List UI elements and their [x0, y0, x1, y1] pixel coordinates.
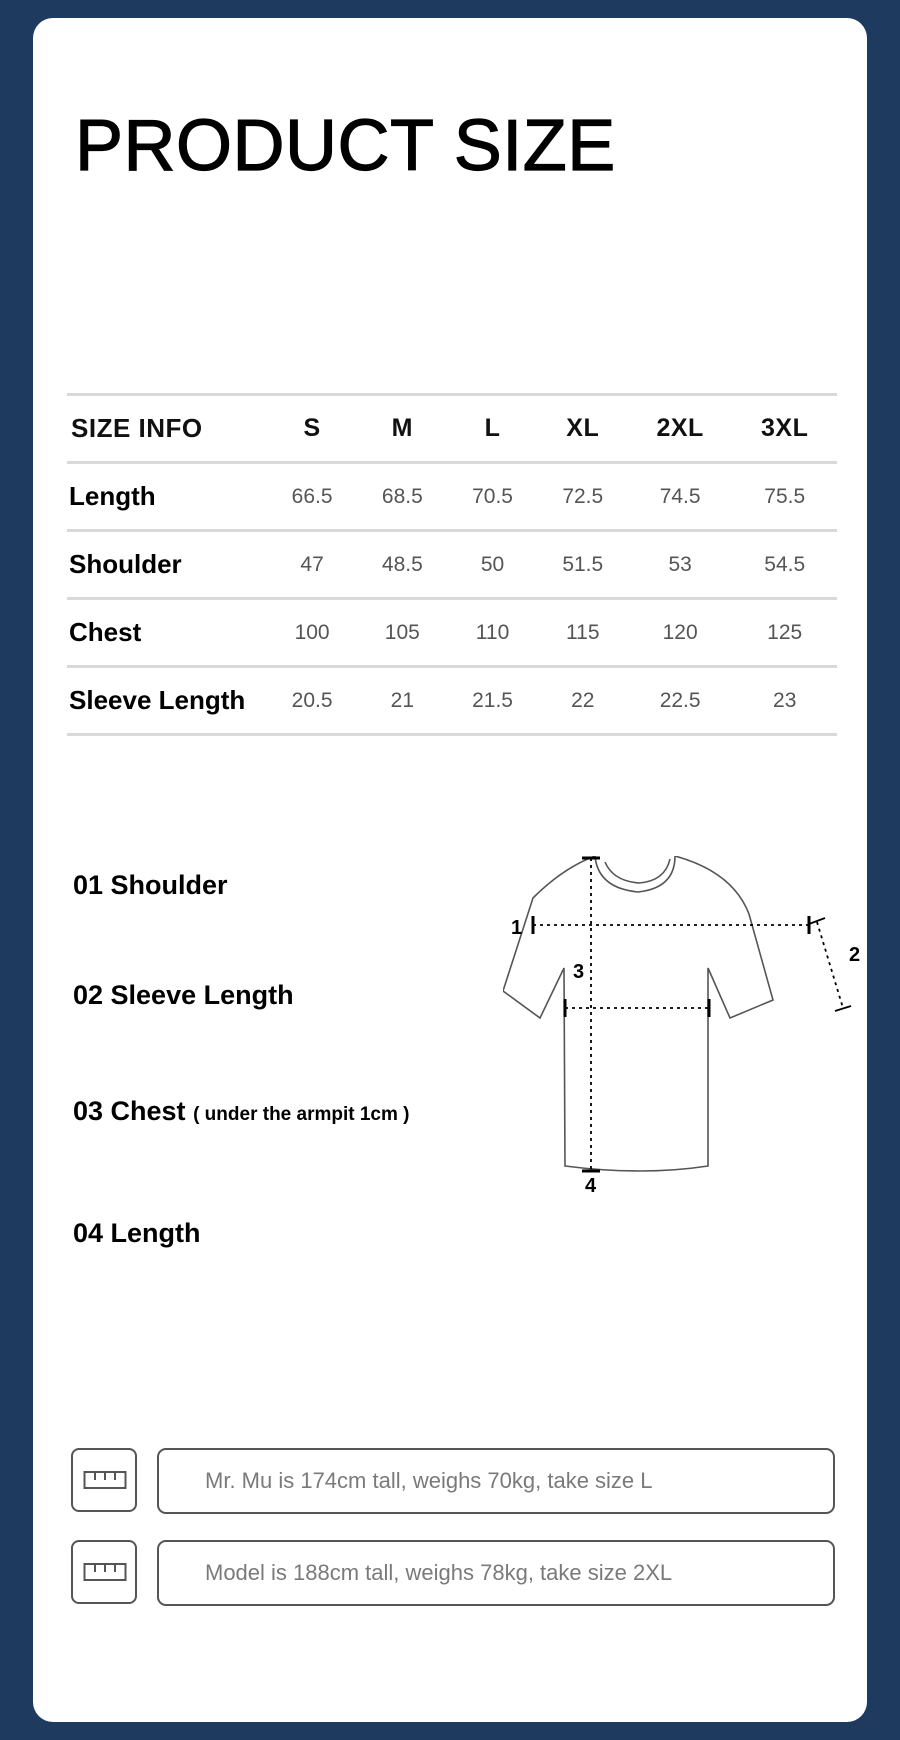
model-icon-box [71, 1448, 137, 1512]
model-info-text: Mr. Mu is 174cm tall, weighs 70kg, take size L [157, 1448, 835, 1514]
table-cell: 53 [628, 531, 733, 599]
table-cell: 51.5 [538, 531, 628, 599]
table-cell: 54.5 [732, 531, 837, 599]
table-cell: 47 [267, 531, 357, 599]
size-column-header: M [357, 395, 447, 463]
table-header-row [67, 395, 837, 463]
row-label: Sleeve Length [67, 667, 267, 735]
size-table [67, 393, 837, 736]
diagram-marker-2: 2 [849, 944, 861, 966]
tshirt-outline [503, 856, 773, 1171]
measurement-label-shoulder: 01 Shoulder [73, 870, 228, 900]
table-cell: 115 [538, 599, 628, 667]
measurement-note: ( under the armpit 1cm ) [193, 1104, 410, 1125]
table-cell: 48.5 [357, 531, 447, 599]
row-label: Length [67, 463, 267, 531]
table-cell: 22 [538, 667, 628, 735]
table-cell: 120 [628, 599, 733, 667]
measurement-label-length: 04 Length [73, 1218, 201, 1248]
diagram-marker-1: 1 [511, 917, 523, 939]
table-cell: 105 [357, 599, 447, 667]
tshirt-diagram [503, 856, 883, 1206]
table-row [67, 599, 837, 667]
model-info-text: Model is 188cm tall, weighs 78kg, take size 2XL [157, 1540, 835, 1606]
table-row [67, 531, 837, 599]
table-cell: 68.5 [357, 463, 447, 531]
table-cell: 125 [732, 599, 837, 667]
table-cell: 21.5 [447, 667, 537, 735]
ruler-icon [83, 1468, 127, 1492]
page-title: PRODUCT SIZE [75, 106, 616, 186]
table-row [67, 667, 837, 735]
row-label: Chest [67, 599, 267, 667]
table-cell: 110 [447, 599, 537, 667]
size-column-header: XL [538, 395, 628, 463]
table-cell: 100 [267, 599, 357, 667]
ruler-icon [83, 1560, 127, 1584]
diagram-marker-4: 4 [585, 1175, 597, 1197]
size-column-header: 3XL [732, 395, 837, 463]
size-chart-card [33, 18, 867, 1722]
measurement-label-chest-text: 03 Chest [73, 1096, 186, 1126]
row-label: Shoulder [67, 531, 267, 599]
table-cell: 74.5 [628, 463, 733, 531]
size-column-header: L [447, 395, 537, 463]
table-cell: 22.5 [628, 667, 733, 735]
measurement-label-sleeve: 02 Sleeve Length [73, 980, 294, 1010]
size-column-header: 2XL [628, 395, 733, 463]
table-cell: 70.5 [447, 463, 537, 531]
table-header-label: SIZE INFO [67, 395, 267, 463]
table-cell: 72.5 [538, 463, 628, 531]
table-cell: 21 [357, 667, 447, 735]
table-cell: 20.5 [267, 667, 357, 735]
table-row [67, 463, 837, 531]
size-column-header: S [267, 395, 357, 463]
table-cell: 23 [732, 667, 837, 735]
table-cell: 50 [447, 531, 537, 599]
model-icon-box [71, 1540, 137, 1604]
diagram-marker-3: 3 [573, 961, 585, 983]
table-cell: 66.5 [267, 463, 357, 531]
tshirt-collar-inner [605, 859, 670, 883]
measurement-label-chest [73, 1096, 410, 1127]
table-cell: 75.5 [732, 463, 837, 531]
